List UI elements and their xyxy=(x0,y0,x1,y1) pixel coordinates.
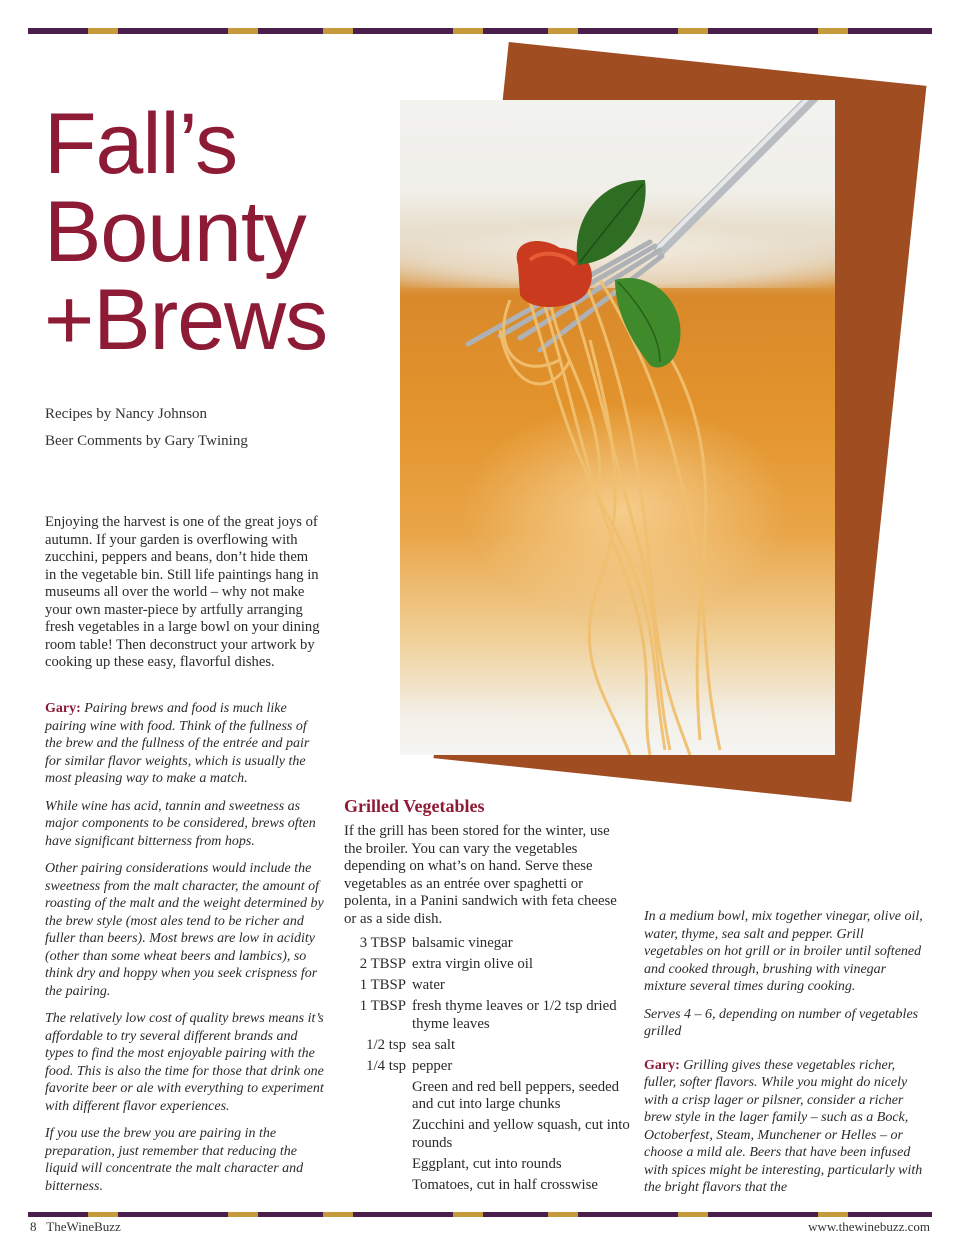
ingredient-qty: 1 TBSP xyxy=(359,997,406,1014)
gary-recipe-text: Grilling gives these vegetables richer, fuller, softer flavors. While you might do nicely with a crisp lager or pilsner, consider a richer brew style in the lager family – such as a Bock, Octoberfest, Steam, Munchener or Helles – or choose a mild ale. Beers that have been infused with spices might be interesting, particularly with the bright flavors that the xyxy=(644,1057,923,1195)
gary-paragraph-1 xyxy=(45,700,325,788)
intro-paragraph: Enjoying the harvest is one of the great joys of autumn. If your garden is overflowing with zucchini, peppers and beans, don’t hide them in the vegetable bin. Still life paintings hang in museums all over the world – why not make your own master-piece by artfully arranging fresh vegetables in a large bowl on your dining room table! Then deconstruct your artwork by cooking up these easy, flavorful dishes. xyxy=(45,514,320,670)
ingredient-qty xyxy=(344,1177,412,1195)
top-rule xyxy=(28,28,932,34)
ingredient-item: pepper xyxy=(412,1057,453,1074)
byline-recipes: Recipes by Nancy Johnson xyxy=(45,406,208,422)
gary-text-1: Pairing brews and food is much like pairing wine with food. Think of the fullness of the brew and the fullness of the entrée and pair for similar flavor weights, which is usually the most pleasing way to make a match. xyxy=(45,701,310,786)
ingredient-item: Tomatoes, cut in half crosswise xyxy=(412,1176,598,1193)
magazine-name: TheWineBuzz xyxy=(46,1219,121,1234)
gary-paragraph-5: If you use the brew you are pairing in the preparation, just remember that reducing the liquid will concentrate the malt character and bitterness. xyxy=(45,1126,304,1194)
recipe-serves: Serves 4 – 6, depending on number of vegetables grilled xyxy=(644,1006,919,1039)
footer-left xyxy=(30,1219,121,1235)
ingredient-row xyxy=(344,1079,634,1114)
ingredient-item: Eggplant, cut into rounds xyxy=(412,1155,562,1172)
ingredient-qty: 1 TBSP xyxy=(359,976,406,993)
ingredient-row xyxy=(344,1117,634,1152)
ingredient-qty: 1/4 tsp xyxy=(366,1057,406,1074)
title-line-3: +Brews xyxy=(44,272,328,368)
page-number: 8 xyxy=(30,1219,37,1234)
ingredient-qty: 1/2 tsp xyxy=(366,1036,406,1053)
ingredient-qty: 3 TBSP xyxy=(359,935,406,951)
recipe-intro: If the grill has been stored for the winter, use the broiler. You can vary the vegetables depending on what’s on hand. Serve these vegetables as an entrée over spaghetti or polenta, in a Panini sandwich with feta cheese or as a side dish. xyxy=(344,823,617,927)
title-line-1: Fall’s xyxy=(44,96,238,192)
gary-label: Gary: xyxy=(45,701,81,716)
gary-paragraph-3: Other pairing considerations would include the sweetness from the malt character, the amount of roasting of the malt and the weight determined by the brew style (most ales tend to be richer and fuller than beers). Most brews are low in acidity (other than some wheat beers and lambics), so think dry and hoppy when you seek crispness for the pairing. xyxy=(45,861,324,999)
page-title xyxy=(44,96,384,368)
ingredient-list xyxy=(344,935,634,1198)
title-line-2: Bounty xyxy=(44,184,306,280)
ingredient-qty xyxy=(344,1156,412,1174)
ingredient-row xyxy=(344,998,634,1033)
recipe-title: Grilled Vegetables xyxy=(344,796,485,816)
ingredient-row xyxy=(344,977,634,995)
ingredient-row xyxy=(344,956,634,974)
ingredient-row xyxy=(344,1037,634,1055)
recipe-method: In a medium bowl, mix together vinegar, olive oil, water, thyme, sea salt and pepper. Grill vegetables on hot grill or in broiler until softened and cooked through, brushing with vinegar mixture several times during cooking. xyxy=(644,909,923,994)
recipe-method-column xyxy=(644,908,924,1207)
ingredient-item: fresh thyme leaves or 1/2 tsp dried thyme leaves xyxy=(412,997,617,1032)
gary-comments xyxy=(45,700,325,1205)
ingredient-item: extra virgin olive oil xyxy=(412,955,533,972)
ingredient-qty xyxy=(344,1079,412,1114)
gary-paragraph-4: The relatively low cost of quality brews means it’s affordable to try several different brands and types to find the most enjoyable pairing with the food. This is also the time for those that drink one favorite beer or ale with everything to experiment with different flavor experiences. xyxy=(45,1011,324,1114)
ingredient-row xyxy=(344,935,634,953)
footer-url[interactable]: www.thewinebuzz.com xyxy=(808,1219,930,1234)
ingredient-item: water xyxy=(412,976,445,993)
gary-paragraph-2: While wine has acid, tannin and sweetness as major components to be considered, brews often have significant bitterness from hops. xyxy=(45,798,316,849)
gary-label: Gary: xyxy=(644,1057,680,1073)
gary-recipe-comment xyxy=(644,1057,924,1197)
spaghetti-beer-photo xyxy=(400,100,835,755)
ingredient-item: Green and red bell peppers, seeded and cut into large chunks xyxy=(412,1078,620,1113)
ingredient-item: balsamic vinegar xyxy=(412,935,513,951)
ingredient-qty: 2 TBSP xyxy=(359,955,406,972)
ingredient-item: sea salt xyxy=(412,1036,456,1053)
bottom-rule xyxy=(28,1212,932,1217)
ingredient-qty xyxy=(344,1117,412,1152)
ingredient-row xyxy=(344,1156,634,1174)
ingredient-row xyxy=(344,1058,634,1076)
byline-beer: Beer Comments by Gary Twining xyxy=(45,433,248,449)
ingredient-item: Zucchini and yellow squash, cut into rounds xyxy=(412,1117,630,1151)
ingredient-row xyxy=(344,1177,634,1195)
